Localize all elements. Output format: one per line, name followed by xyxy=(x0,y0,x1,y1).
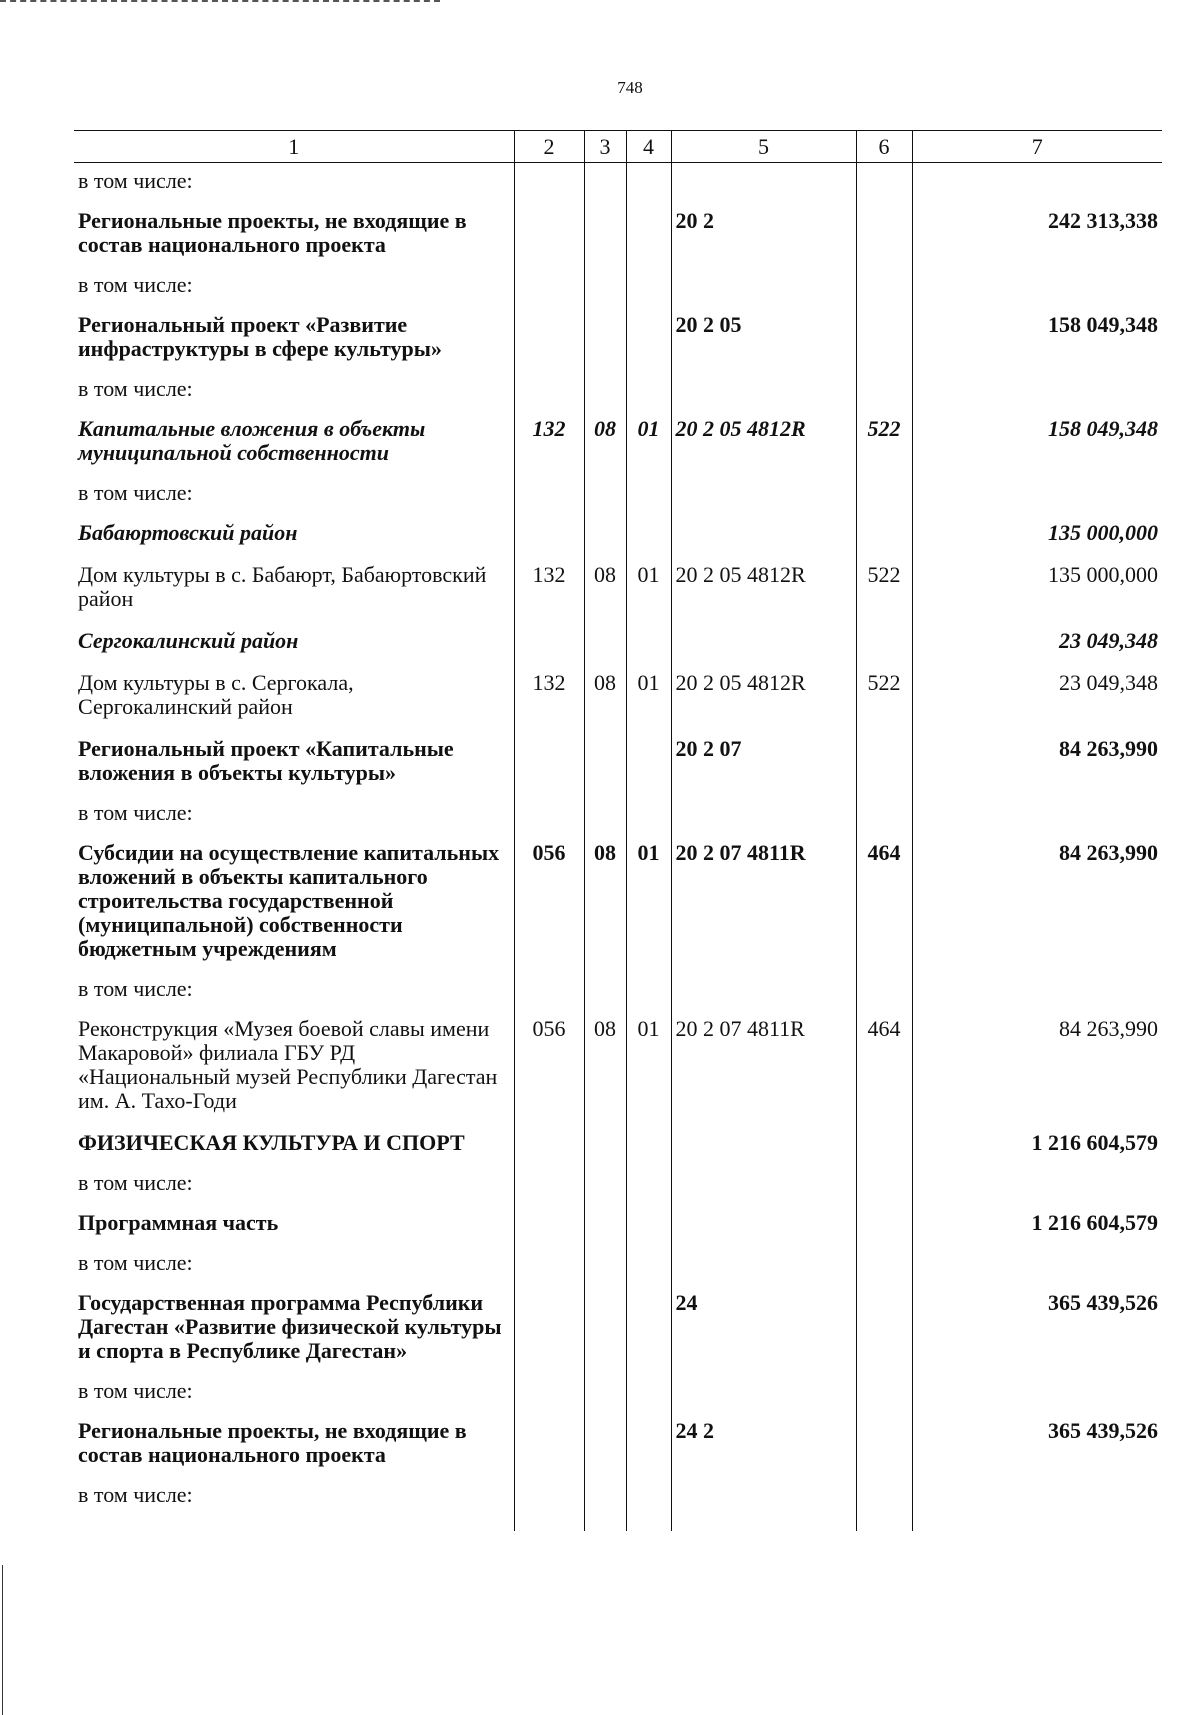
table-row xyxy=(74,663,1162,729)
row-name: Региональный проект «Капитальные вложения в объекты культуры» xyxy=(78,736,454,785)
row-col-4 xyxy=(626,305,671,371)
table-row xyxy=(74,1165,1162,1203)
row-col-4: 01 xyxy=(626,833,671,971)
row-col-2: 056 xyxy=(514,833,584,971)
table-row xyxy=(74,267,1162,305)
row-col-5: 20 2 07 4811R xyxy=(671,833,856,971)
row-col-5 xyxy=(671,1373,856,1411)
row-col-6 xyxy=(856,1477,912,1531)
row-col-4 xyxy=(626,1373,671,1411)
row-col-2 xyxy=(514,267,584,305)
row-col-2: 056 xyxy=(514,1009,584,1123)
row-name: в том числе: xyxy=(78,376,193,401)
row-amount: 365 439,526 xyxy=(912,1283,1162,1373)
row-amount xyxy=(912,475,1162,513)
table-row xyxy=(74,1123,1162,1165)
table-row xyxy=(74,1373,1162,1411)
table-row xyxy=(74,409,1162,475)
row-col-2 xyxy=(514,305,584,371)
row-col-3 xyxy=(584,1411,626,1477)
row-col-4 xyxy=(626,795,671,833)
top-scan-rule xyxy=(0,0,440,4)
row-col-3 xyxy=(584,163,626,202)
row-name: Региональные проекты, не входящие в состав национального проекта xyxy=(78,208,467,257)
row-col-2 xyxy=(514,1477,584,1531)
header-row xyxy=(74,131,1162,163)
table-row xyxy=(74,795,1162,833)
row-col-5 xyxy=(671,1245,856,1283)
row-name: Региональные проекты, не входящие в состав национального проекта xyxy=(78,1418,467,1467)
row-amount: 158 049,348 xyxy=(912,305,1162,371)
row-col-6: 464 xyxy=(856,833,912,971)
row-col-3 xyxy=(584,267,626,305)
row-col-2: 132 xyxy=(514,555,584,621)
row-col-3 xyxy=(584,1165,626,1203)
row-amount xyxy=(912,163,1162,202)
row-amount xyxy=(912,267,1162,305)
row-amount: 84 263,990 xyxy=(912,833,1162,971)
row-col-4 xyxy=(626,1165,671,1203)
row-name: в том числе: xyxy=(78,800,193,825)
row-col-6 xyxy=(856,1245,912,1283)
page-number: 748 xyxy=(617,78,643,97)
row-col-5: 20 2 05 4812R xyxy=(671,663,856,729)
row-col-4 xyxy=(626,201,671,267)
row-col-6 xyxy=(856,1123,912,1165)
row-name: в том числе: xyxy=(78,272,193,297)
row-col-6 xyxy=(856,475,912,513)
row-col-5: 20 2 xyxy=(671,201,856,267)
row-col-5: 20 2 05 4812R xyxy=(671,555,856,621)
row-col-5 xyxy=(671,621,856,663)
row-name: Бабаюртовский район xyxy=(78,520,298,545)
budget-table xyxy=(74,130,1162,1531)
row-name: Дом культуры в с. Сергокала, Сергокалинский район xyxy=(78,670,354,719)
row-col-2 xyxy=(514,621,584,663)
row-col-2 xyxy=(514,1373,584,1411)
table-row xyxy=(74,1411,1162,1477)
row-col-3: 08 xyxy=(584,555,626,621)
row-amount xyxy=(912,795,1162,833)
col-header-6: 6 xyxy=(856,131,912,163)
table-row xyxy=(74,1203,1162,1245)
row-col-4 xyxy=(626,1203,671,1245)
row-col-6: 522 xyxy=(856,409,912,475)
row-col-4 xyxy=(626,1411,671,1477)
row-amount xyxy=(912,971,1162,1009)
row-col-4: 01 xyxy=(626,555,671,621)
row-name: в том числе: xyxy=(78,168,193,193)
col-header-3: 3 xyxy=(584,131,626,163)
row-col-5 xyxy=(671,1477,856,1531)
row-amount: 365 439,526 xyxy=(912,1411,1162,1477)
row-col-3 xyxy=(584,475,626,513)
row-col-5 xyxy=(671,513,856,555)
row-col-5 xyxy=(671,795,856,833)
row-col-3 xyxy=(584,1245,626,1283)
row-col-3: 08 xyxy=(584,1009,626,1123)
row-col-3 xyxy=(584,1123,626,1165)
row-col-2 xyxy=(514,795,584,833)
table-row xyxy=(74,305,1162,371)
row-amount: 84 263,990 xyxy=(912,1009,1162,1123)
row-col-6: 464 xyxy=(856,1009,912,1123)
row-col-5: 20 2 07 4811R xyxy=(671,1009,856,1123)
row-col-5 xyxy=(671,1203,856,1245)
table-row xyxy=(74,1245,1162,1283)
row-col-2 xyxy=(514,475,584,513)
row-col-4: 01 xyxy=(626,663,671,729)
table-row xyxy=(74,1009,1162,1123)
row-col-6 xyxy=(856,729,912,795)
table-row xyxy=(74,971,1162,1009)
row-col-3 xyxy=(584,971,626,1009)
row-col-4 xyxy=(626,971,671,1009)
row-amount xyxy=(912,371,1162,409)
row-col-2 xyxy=(514,201,584,267)
row-name: Государственная программа Республики Дагестан «Развитие физической культуры и спорта в Республике Дагестан» xyxy=(78,1290,502,1363)
row-amount: 135 000,000 xyxy=(912,513,1162,555)
row-col-2 xyxy=(514,1245,584,1283)
row-col-4 xyxy=(626,1245,671,1283)
row-col-4 xyxy=(626,371,671,409)
row-col-3 xyxy=(584,513,626,555)
row-col-5: 20 2 05 xyxy=(671,305,856,371)
left-margin-line xyxy=(2,1565,4,1715)
row-amount xyxy=(912,1373,1162,1411)
table-row xyxy=(74,1477,1162,1531)
row-amount: 84 263,990 xyxy=(912,729,1162,795)
row-col-3 xyxy=(584,729,626,795)
table-row xyxy=(74,1283,1162,1373)
row-col-4 xyxy=(626,1283,671,1373)
row-col-6 xyxy=(856,1165,912,1203)
row-name: в том числе: xyxy=(78,1250,193,1275)
row-col-4 xyxy=(626,513,671,555)
row-col-3 xyxy=(584,1373,626,1411)
row-col-5 xyxy=(671,267,856,305)
row-name: Региональный проект «Развитие инфраструктуры в сфере культуры» xyxy=(78,312,442,361)
row-amount xyxy=(912,1477,1162,1531)
row-col-5 xyxy=(671,371,856,409)
table-row xyxy=(74,729,1162,795)
row-col-4 xyxy=(626,163,671,202)
row-amount xyxy=(912,1245,1162,1283)
row-col-2 xyxy=(514,1411,584,1477)
row-col-5 xyxy=(671,475,856,513)
row-name: Капитальные вложения в объекты муниципальной собственности xyxy=(78,416,426,465)
row-col-5 xyxy=(671,1165,856,1203)
row-col-4 xyxy=(626,1477,671,1531)
row-col-6 xyxy=(856,371,912,409)
row-col-4: 01 xyxy=(626,1009,671,1123)
row-col-2 xyxy=(514,371,584,409)
row-col-4 xyxy=(626,1123,671,1165)
row-col-6 xyxy=(856,267,912,305)
row-col-4 xyxy=(626,621,671,663)
row-col-6 xyxy=(856,163,912,202)
row-amount: 23 049,348 xyxy=(912,621,1162,663)
row-amount: 158 049,348 xyxy=(912,409,1162,475)
table-row xyxy=(74,201,1162,267)
col-header-4: 4 xyxy=(626,131,671,163)
row-col-6: 522 xyxy=(856,555,912,621)
row-col-3 xyxy=(584,1283,626,1373)
row-col-6 xyxy=(856,305,912,371)
row-col-2 xyxy=(514,1283,584,1373)
row-col-2 xyxy=(514,971,584,1009)
row-amount: 242 313,338 xyxy=(912,201,1162,267)
col-header-5: 5 xyxy=(671,131,856,163)
row-name: ФИЗИЧЕСКАЯ КУЛЬТУРА И СПОРТ xyxy=(78,1130,465,1155)
row-amount: 135 000,000 xyxy=(912,555,1162,621)
row-col-3: 08 xyxy=(584,409,626,475)
row-col-2 xyxy=(514,729,584,795)
row-col-3 xyxy=(584,371,626,409)
row-col-2: 132 xyxy=(514,663,584,729)
table-row xyxy=(74,513,1162,555)
row-col-6 xyxy=(856,621,912,663)
row-name: Реконструкция «Музея боевой славы имени Макаровой» филиала ГБУ РД «Национальный музей Республики Дагестан им. А. Тахо-Годи xyxy=(78,1016,498,1113)
row-name: в том числе: xyxy=(78,480,193,505)
row-amount: 23 049,348 xyxy=(912,663,1162,729)
row-col-3 xyxy=(584,305,626,371)
table-row xyxy=(74,163,1162,202)
row-name: в том числе: xyxy=(78,1378,193,1403)
row-col-3 xyxy=(584,1203,626,1245)
row-col-5 xyxy=(671,163,856,202)
table-row xyxy=(74,833,1162,971)
row-col-6 xyxy=(856,795,912,833)
row-col-5 xyxy=(671,1123,856,1165)
row-name: Дом культуры в с. Бабаюрт, Бабаюртовский район xyxy=(78,562,487,611)
row-col-4 xyxy=(626,475,671,513)
row-col-6 xyxy=(856,1283,912,1373)
table-row xyxy=(74,621,1162,663)
row-col-2 xyxy=(514,1203,584,1245)
row-col-6 xyxy=(856,1411,912,1477)
row-col-6 xyxy=(856,1373,912,1411)
col-header-1: 1 xyxy=(74,131,514,163)
col-header-7: 7 xyxy=(912,131,1162,163)
row-amount xyxy=(912,1165,1162,1203)
row-name: в том числе: xyxy=(78,1482,193,1507)
row-col-5: 20 2 07 xyxy=(671,729,856,795)
row-col-6 xyxy=(856,513,912,555)
row-name: Субсидии на осуществление капитальных вложений в объекты капитального строительства государственной (муниципальной) собственности бюджетным учреждениям xyxy=(78,840,500,961)
row-col-5: 24 xyxy=(671,1283,856,1373)
row-col-2 xyxy=(514,163,584,202)
row-col-2: 132 xyxy=(514,409,584,475)
table-body xyxy=(74,163,1162,1532)
row-amount: 1 216 604,579 xyxy=(912,1203,1162,1245)
row-name: в том числе: xyxy=(78,1170,193,1195)
row-col-2 xyxy=(514,1123,584,1165)
row-col-6 xyxy=(856,1203,912,1245)
table-row xyxy=(74,475,1162,513)
row-col-2 xyxy=(514,513,584,555)
row-col-3: 08 xyxy=(584,833,626,971)
row-name: Программная часть xyxy=(78,1210,279,1235)
row-col-4: 01 xyxy=(626,409,671,475)
row-col-4 xyxy=(626,729,671,795)
row-col-6 xyxy=(856,971,912,1009)
row-col-2 xyxy=(514,1165,584,1203)
row-col-3 xyxy=(584,201,626,267)
row-col-6: 522 xyxy=(856,663,912,729)
row-col-3 xyxy=(584,621,626,663)
row-name: Сергокалинский район xyxy=(78,628,299,653)
row-col-3 xyxy=(584,795,626,833)
col-header-2: 2 xyxy=(514,131,584,163)
row-amount: 1 216 604,579 xyxy=(912,1123,1162,1165)
table-row xyxy=(74,371,1162,409)
row-name: в том числе: xyxy=(78,976,193,1001)
row-col-3 xyxy=(584,1477,626,1531)
row-col-5: 20 2 05 4812R xyxy=(671,409,856,475)
row-col-3: 08 xyxy=(584,663,626,729)
table-row xyxy=(74,555,1162,621)
row-col-5: 24 2 xyxy=(671,1411,856,1477)
row-col-4 xyxy=(626,267,671,305)
row-col-6 xyxy=(856,201,912,267)
row-col-5 xyxy=(671,971,856,1009)
